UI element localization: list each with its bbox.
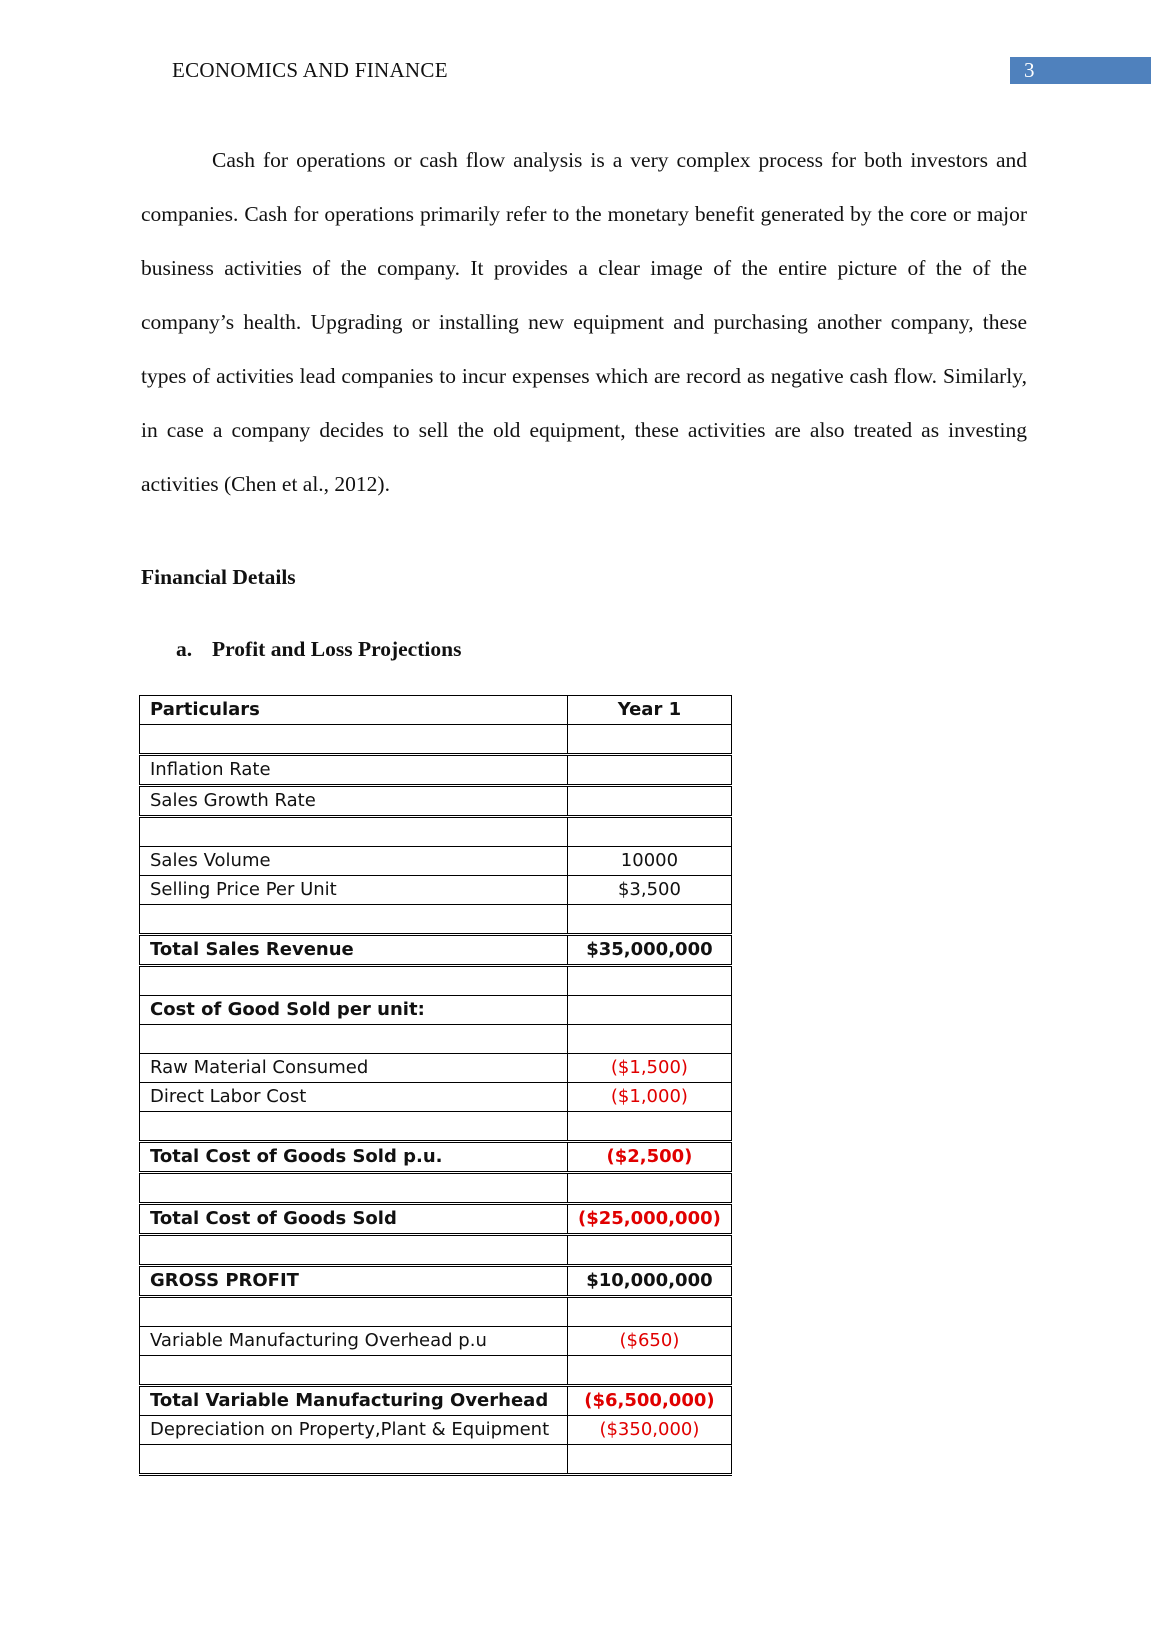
row-label: [140, 1112, 568, 1142]
row-label: [140, 1025, 568, 1054]
row-value: [568, 1356, 732, 1386]
row-label: [140, 905, 568, 935]
row-value: $35,000,000: [568, 935, 732, 966]
subsection-title: Profit and Loss Projections: [212, 637, 462, 661]
table-row: [140, 1356, 732, 1386]
row-label: Sales Growth Rate: [140, 786, 568, 817]
table-row-total-sales-revenue: [140, 935, 732, 966]
table-row: [140, 1112, 732, 1142]
running-header-title: ECONOMICS AND FINANCE: [172, 58, 448, 82]
row-label: Depreciation on Property,Plant & Equipment: [140, 1416, 568, 1445]
page-number: 3: [1024, 58, 1035, 82]
table-row-total-variable-overhead: [140, 1386, 732, 1416]
body-paragraph-block: [141, 133, 1027, 511]
profit-loss-table: [139, 695, 732, 1476]
row-value: ($1,500): [568, 1054, 732, 1083]
table-row: [140, 905, 732, 935]
row-value: 10000: [568, 847, 732, 876]
row-value: [568, 996, 732, 1025]
row-value: [568, 1445, 732, 1475]
row-value: $10,000,000: [568, 1266, 732, 1297]
row-value: $3,500: [568, 876, 732, 905]
row-value: [568, 1235, 732, 1266]
section-heading: Financial Details: [141, 565, 296, 589]
table-row: [140, 1025, 732, 1054]
row-label: [140, 725, 568, 755]
row-value: [568, 755, 732, 786]
body-paragraph: Cash for operations or cash flow analysis is a very complex process for both investors and companies. Cash for operations primarily refer to the monetary benefit generated by the core or major business activities of the company. It provides a clear image of the entire picture of the of the company’s health. Upgrading or installing new equipment and purchasing another company, these types of activities lead companies to incur expenses which are record as negative cash flow. Similarly, in case a company decides to sell the old equipment, these activities are also treated as investing activities (Chen et al., 2012).: [141, 148, 1027, 496]
row-value: [568, 1025, 732, 1054]
column-header-particulars: Particulars: [140, 696, 568, 725]
table-row: [140, 725, 732, 755]
table-row-cogs-heading: [140, 996, 732, 1025]
page-number-box: [1010, 57, 1151, 84]
row-value: [568, 786, 732, 817]
row-value: ($350,000): [568, 1416, 732, 1445]
row-value: [568, 1112, 732, 1142]
table-row: [140, 1416, 732, 1445]
table-row-gross-profit: [140, 1266, 732, 1297]
table-row: [140, 1235, 732, 1266]
column-header-year1: Year 1: [568, 696, 732, 725]
table-row: [140, 1054, 732, 1083]
row-label: [140, 1235, 568, 1266]
row-value: [568, 817, 732, 847]
row-value: [568, 1173, 732, 1204]
row-label: [140, 817, 568, 847]
row-value: [568, 1297, 732, 1327]
row-label: Raw Material Consumed: [140, 1054, 568, 1083]
table-row: [140, 966, 732, 996]
row-label: [140, 1297, 568, 1327]
row-value: ($1,000): [568, 1083, 732, 1112]
row-label: [140, 1445, 568, 1475]
table-row: [140, 847, 732, 876]
row-label: Total Variable Manufacturing Overhead: [140, 1386, 568, 1416]
row-label: Variable Manufacturing Overhead p.u: [140, 1327, 568, 1356]
row-label: Direct Labor Cost: [140, 1083, 568, 1112]
row-label: Total Cost of Goods Sold: [140, 1204, 568, 1235]
row-value: [568, 905, 732, 935]
row-value: ($25,000,000): [568, 1204, 732, 1235]
row-label: GROSS PROFIT: [140, 1266, 568, 1297]
table-row-total-cogs-pu: [140, 1142, 732, 1173]
row-value: [568, 725, 732, 755]
list-marker: a.: [176, 637, 193, 661]
table-row: [140, 1297, 732, 1327]
row-label: Selling Price Per Unit: [140, 876, 568, 905]
table-row: [140, 817, 732, 847]
table-row: [140, 1327, 732, 1356]
table-row: [140, 755, 732, 786]
subsection-heading: [176, 637, 461, 662]
row-label: Sales Volume: [140, 847, 568, 876]
table-row-total-cogs: [140, 1204, 732, 1235]
table-header-row: [140, 696, 732, 725]
table-row: [140, 1083, 732, 1112]
table-row: [140, 1173, 732, 1204]
row-value: ($6,500,000): [568, 1386, 732, 1416]
row-label: Cost of Good Sold per unit:: [140, 996, 568, 1025]
row-label: Total Sales Revenue: [140, 935, 568, 966]
table-row: [140, 1445, 732, 1475]
table-row: [140, 786, 732, 817]
table-row: [140, 876, 732, 905]
row-label: [140, 1356, 568, 1386]
row-label: Total Cost of Goods Sold p.u.: [140, 1142, 568, 1173]
row-label: [140, 1173, 568, 1204]
row-value: [568, 966, 732, 996]
row-label: Inflation Rate: [140, 755, 568, 786]
row-value: ($2,500): [568, 1142, 732, 1173]
row-value: ($650): [568, 1327, 732, 1356]
row-label: [140, 966, 568, 996]
